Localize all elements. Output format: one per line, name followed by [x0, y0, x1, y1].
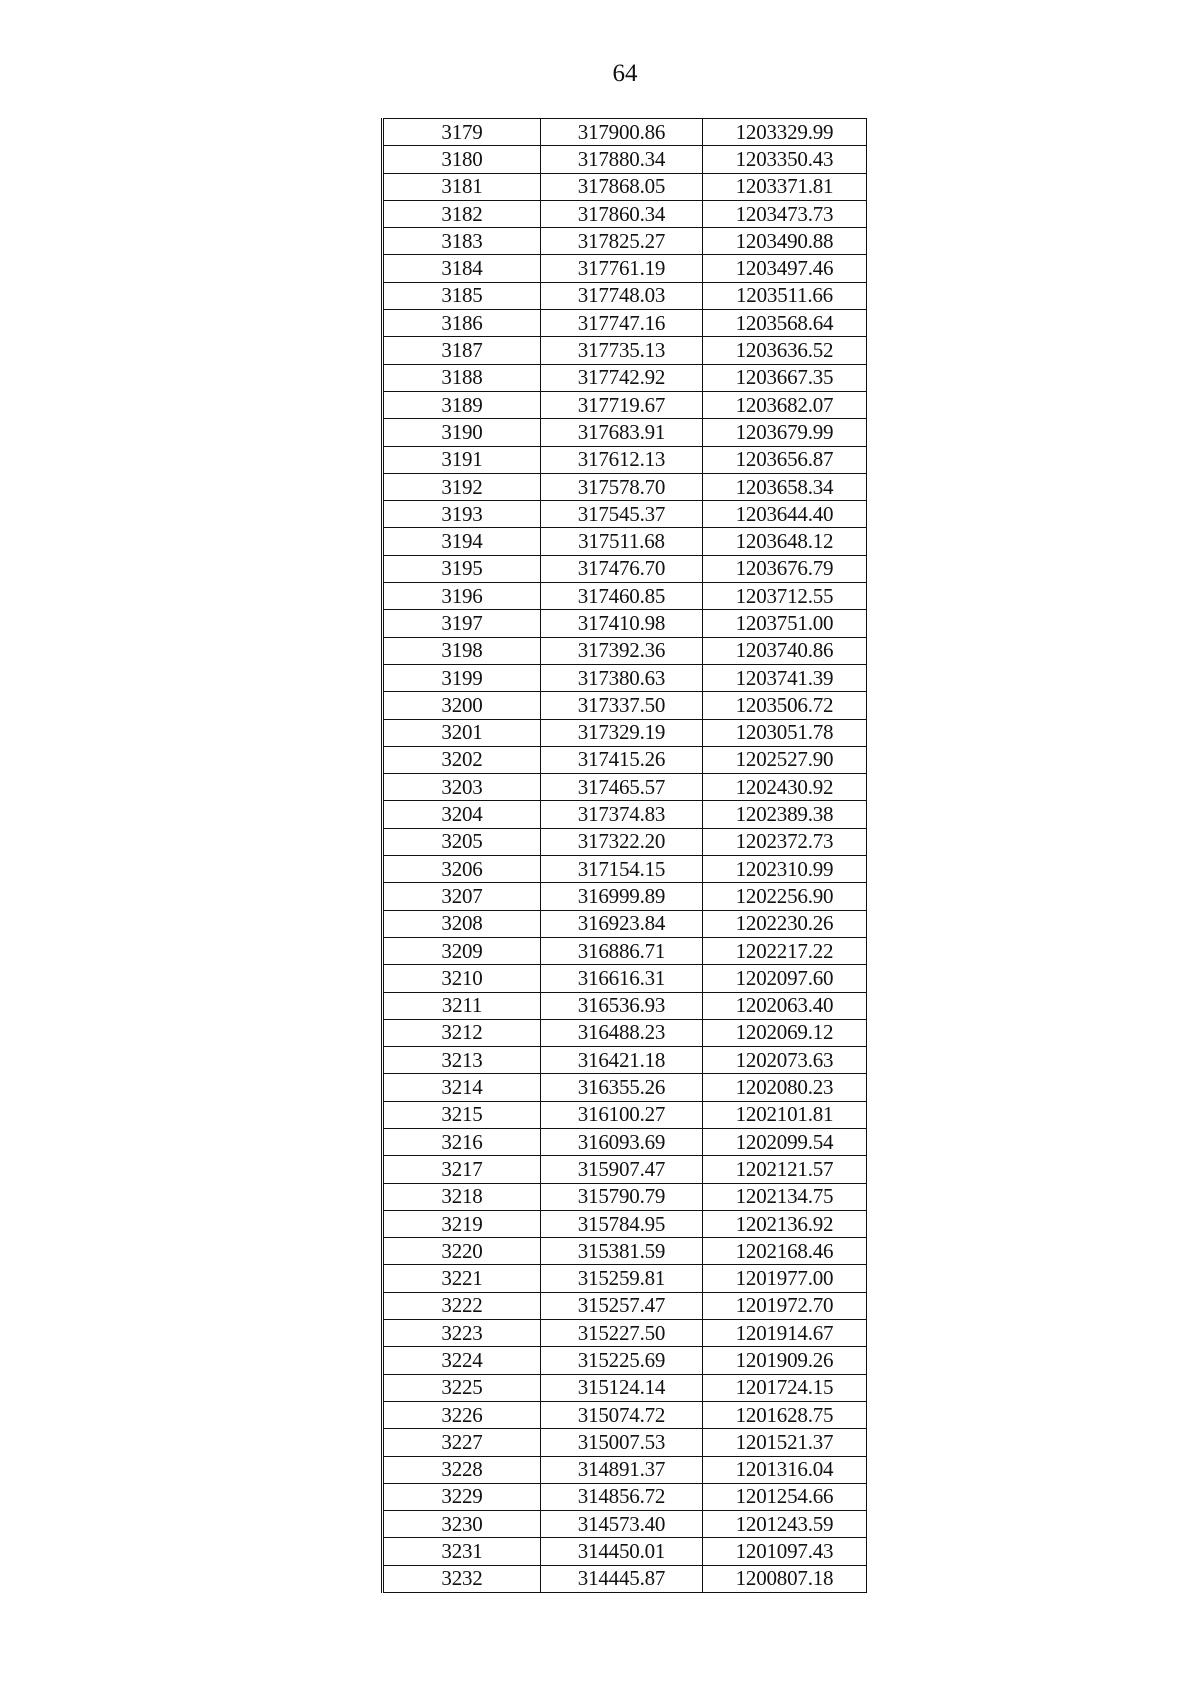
point-number-cell: 3229	[383, 1483, 541, 1510]
point-number-cell: 3217	[383, 1156, 541, 1183]
y-coordinate-cell: 1201977.00	[703, 1265, 867, 1292]
point-number-cell: 3187	[383, 337, 541, 364]
y-coordinate-cell: 1202430.92	[703, 774, 867, 801]
table-row	[383, 992, 867, 1019]
y-coordinate-cell: 1203682.07	[703, 391, 867, 418]
table-row	[383, 1019, 867, 1046]
x-coordinate-cell: 314573.40	[541, 1511, 703, 1538]
x-coordinate-cell: 315124.14	[541, 1374, 703, 1401]
x-coordinate-cell: 315227.50	[541, 1320, 703, 1347]
x-coordinate-cell: 314891.37	[541, 1456, 703, 1483]
x-coordinate-cell: 317154.15	[541, 856, 703, 883]
x-coordinate-cell: 316100.27	[541, 1101, 703, 1128]
x-coordinate-cell: 317742.92	[541, 364, 703, 391]
coordinates-table	[381, 118, 867, 1593]
x-coordinate-cell: 315257.47	[541, 1292, 703, 1319]
point-number-cell: 3201	[383, 719, 541, 746]
point-number-cell: 3226	[383, 1401, 541, 1428]
x-coordinate-cell: 315074.72	[541, 1401, 703, 1428]
x-coordinate-cell: 316616.31	[541, 965, 703, 992]
table-row	[383, 146, 867, 173]
table-row	[383, 1238, 867, 1265]
y-coordinate-cell: 1202080.23	[703, 1074, 867, 1101]
y-coordinate-cell: 1202073.63	[703, 1047, 867, 1074]
x-coordinate-cell: 317683.91	[541, 419, 703, 446]
point-number-cell: 3220	[383, 1238, 541, 1265]
table-row	[383, 1401, 867, 1428]
y-coordinate-cell: 1203371.81	[703, 173, 867, 200]
table-row	[383, 337, 867, 364]
y-coordinate-cell: 1203656.87	[703, 446, 867, 473]
y-coordinate-cell: 1203329.99	[703, 119, 867, 146]
table-row	[383, 1101, 867, 1128]
point-number-cell: 3214	[383, 1074, 541, 1101]
table-row	[383, 173, 867, 200]
x-coordinate-cell: 317392.36	[541, 637, 703, 664]
point-number-cell: 3197	[383, 610, 541, 637]
point-number-cell: 3204	[383, 801, 541, 828]
x-coordinate-cell: 317545.37	[541, 501, 703, 528]
y-coordinate-cell: 1201316.04	[703, 1456, 867, 1483]
x-coordinate-cell: 317380.63	[541, 664, 703, 691]
table-row	[383, 719, 867, 746]
x-coordinate-cell: 317748.03	[541, 282, 703, 309]
y-coordinate-cell: 1203644.40	[703, 501, 867, 528]
x-coordinate-cell: 317410.98	[541, 610, 703, 637]
point-number-cell: 3222	[383, 1292, 541, 1319]
point-number-cell: 3180	[383, 146, 541, 173]
y-coordinate-cell: 1201914.67	[703, 1320, 867, 1347]
x-coordinate-cell: 317719.67	[541, 391, 703, 418]
x-coordinate-cell: 315225.69	[541, 1347, 703, 1374]
x-coordinate-cell: 317761.19	[541, 255, 703, 282]
point-number-cell: 3188	[383, 364, 541, 391]
y-coordinate-cell: 1202097.60	[703, 965, 867, 992]
table-row	[383, 746, 867, 773]
x-coordinate-cell: 317337.50	[541, 692, 703, 719]
y-coordinate-cell: 1202168.46	[703, 1238, 867, 1265]
y-coordinate-cell: 1203667.35	[703, 364, 867, 391]
y-coordinate-cell: 1202101.81	[703, 1101, 867, 1128]
y-coordinate-cell: 1202389.38	[703, 801, 867, 828]
point-number-cell: 3208	[383, 910, 541, 937]
table-row	[383, 1074, 867, 1101]
x-coordinate-cell: 317747.16	[541, 310, 703, 337]
x-coordinate-cell: 317612.13	[541, 446, 703, 473]
table-row	[383, 473, 867, 500]
point-number-cell: 3199	[383, 664, 541, 691]
point-number-cell: 3196	[383, 583, 541, 610]
table-row	[383, 583, 867, 610]
table-row	[383, 774, 867, 801]
y-coordinate-cell: 1201628.75	[703, 1401, 867, 1428]
table-row	[383, 1511, 867, 1538]
x-coordinate-cell: 316421.18	[541, 1047, 703, 1074]
x-coordinate-cell: 315259.81	[541, 1265, 703, 1292]
x-coordinate-cell: 317476.70	[541, 555, 703, 582]
table-row	[383, 1456, 867, 1483]
x-coordinate-cell: 317415.26	[541, 746, 703, 773]
table-row	[383, 119, 867, 146]
x-coordinate-cell: 315907.47	[541, 1156, 703, 1183]
y-coordinate-cell: 1200807.18	[703, 1565, 867, 1592]
table-row	[383, 528, 867, 555]
x-coordinate-cell: 317511.68	[541, 528, 703, 555]
point-number-cell: 3198	[383, 637, 541, 664]
table-row	[383, 856, 867, 883]
x-coordinate-cell: 317880.34	[541, 146, 703, 173]
y-coordinate-cell: 1203051.78	[703, 719, 867, 746]
y-coordinate-cell: 1203473.73	[703, 200, 867, 227]
point-number-cell: 3192	[383, 473, 541, 500]
point-number-cell: 3179	[383, 119, 541, 146]
table-row	[383, 883, 867, 910]
x-coordinate-cell: 314856.72	[541, 1483, 703, 1510]
y-coordinate-cell: 1201909.26	[703, 1347, 867, 1374]
table-row	[383, 1429, 867, 1456]
point-number-cell: 3181	[383, 173, 541, 200]
y-coordinate-cell: 1202069.12	[703, 1019, 867, 1046]
x-coordinate-cell: 317868.05	[541, 173, 703, 200]
y-coordinate-cell: 1203568.64	[703, 310, 867, 337]
point-number-cell: 3231	[383, 1538, 541, 1565]
y-coordinate-cell: 1202527.90	[703, 746, 867, 773]
table-row	[383, 1320, 867, 1347]
table-row	[383, 228, 867, 255]
y-coordinate-cell: 1203658.34	[703, 473, 867, 500]
point-number-cell: 3209	[383, 937, 541, 964]
table-row	[383, 310, 867, 337]
point-number-cell: 3202	[383, 746, 541, 773]
x-coordinate-cell: 317900.86	[541, 119, 703, 146]
y-coordinate-cell: 1203648.12	[703, 528, 867, 555]
table-row	[383, 391, 867, 418]
table-row	[383, 1292, 867, 1319]
x-coordinate-cell: 317322.20	[541, 828, 703, 855]
y-coordinate-cell: 1203490.88	[703, 228, 867, 255]
table-row	[383, 664, 867, 691]
point-number-cell: 3216	[383, 1128, 541, 1155]
point-number-cell: 3190	[383, 419, 541, 446]
point-number-cell: 3211	[383, 992, 541, 1019]
y-coordinate-cell: 1203751.00	[703, 610, 867, 637]
y-coordinate-cell: 1202217.22	[703, 937, 867, 964]
y-coordinate-cell: 1201521.37	[703, 1429, 867, 1456]
y-coordinate-cell: 1201724.15	[703, 1374, 867, 1401]
table-row	[383, 200, 867, 227]
table-row	[383, 637, 867, 664]
y-coordinate-cell: 1203511.66	[703, 282, 867, 309]
y-coordinate-cell: 1203497.46	[703, 255, 867, 282]
table-row	[383, 610, 867, 637]
point-number-cell: 3215	[383, 1101, 541, 1128]
point-number-cell: 3230	[383, 1511, 541, 1538]
x-coordinate-cell: 315381.59	[541, 1238, 703, 1265]
table-row	[383, 364, 867, 391]
x-coordinate-cell: 316923.84	[541, 910, 703, 937]
table-row	[383, 937, 867, 964]
y-coordinate-cell: 1202256.90	[703, 883, 867, 910]
point-number-cell: 3228	[383, 1456, 541, 1483]
point-number-cell: 3212	[383, 1019, 541, 1046]
point-number-cell: 3223	[383, 1320, 541, 1347]
y-coordinate-cell: 1201243.59	[703, 1511, 867, 1538]
point-number-cell: 3189	[383, 391, 541, 418]
table-row	[383, 1565, 867, 1592]
table-row	[383, 1483, 867, 1510]
table-row	[383, 282, 867, 309]
table-row	[383, 1374, 867, 1401]
y-coordinate-cell: 1203712.55	[703, 583, 867, 610]
x-coordinate-cell: 317578.70	[541, 473, 703, 500]
point-number-cell: 3225	[383, 1374, 541, 1401]
point-number-cell: 3207	[383, 883, 541, 910]
table-row	[383, 1156, 867, 1183]
point-number-cell: 3206	[383, 856, 541, 883]
y-coordinate-cell: 1202310.99	[703, 856, 867, 883]
table-row	[383, 501, 867, 528]
point-number-cell: 3184	[383, 255, 541, 282]
x-coordinate-cell: 317460.85	[541, 583, 703, 610]
point-number-cell: 3183	[383, 228, 541, 255]
x-coordinate-cell: 317825.27	[541, 228, 703, 255]
point-number-cell: 3191	[383, 446, 541, 473]
table-row	[383, 1128, 867, 1155]
y-coordinate-cell: 1203740.86	[703, 637, 867, 664]
y-coordinate-cell: 1202134.75	[703, 1183, 867, 1210]
point-number-cell: 3224	[383, 1347, 541, 1374]
table-row	[383, 1538, 867, 1565]
x-coordinate-cell: 315790.79	[541, 1183, 703, 1210]
table-row	[383, 910, 867, 937]
table-row	[383, 692, 867, 719]
y-coordinate-cell: 1201972.70	[703, 1292, 867, 1319]
x-coordinate-cell: 316093.69	[541, 1128, 703, 1155]
x-coordinate-cell: 315007.53	[541, 1429, 703, 1456]
point-number-cell: 3232	[383, 1565, 541, 1592]
y-coordinate-cell: 1203741.39	[703, 664, 867, 691]
point-number-cell: 3227	[383, 1429, 541, 1456]
y-coordinate-cell: 1203350.43	[703, 146, 867, 173]
table-row	[383, 828, 867, 855]
x-coordinate-cell: 316999.89	[541, 883, 703, 910]
table-row	[383, 255, 867, 282]
y-coordinate-cell: 1202121.57	[703, 1156, 867, 1183]
table-row	[383, 555, 867, 582]
table-row	[383, 446, 867, 473]
x-coordinate-cell: 317329.19	[541, 719, 703, 746]
point-number-cell: 3219	[383, 1210, 541, 1237]
x-coordinate-cell: 316886.71	[541, 937, 703, 964]
point-number-cell: 3205	[383, 828, 541, 855]
point-number-cell: 3195	[383, 555, 541, 582]
page-number: 64	[612, 60, 638, 87]
table-row	[383, 419, 867, 446]
coordinates-table-body	[383, 119, 867, 1593]
point-number-cell: 3193	[383, 501, 541, 528]
point-number-cell: 3186	[383, 310, 541, 337]
table-row	[383, 1183, 867, 1210]
x-coordinate-cell: 317735.13	[541, 337, 703, 364]
point-number-cell: 3194	[383, 528, 541, 555]
table-row	[383, 965, 867, 992]
x-coordinate-cell: 315784.95	[541, 1210, 703, 1237]
y-coordinate-cell: 1202230.26	[703, 910, 867, 937]
point-number-cell: 3221	[383, 1265, 541, 1292]
y-coordinate-cell: 1202063.40	[703, 992, 867, 1019]
y-coordinate-cell: 1203636.52	[703, 337, 867, 364]
point-number-cell: 3218	[383, 1183, 541, 1210]
x-coordinate-cell: 314445.87	[541, 1565, 703, 1592]
x-coordinate-cell: 316536.93	[541, 992, 703, 1019]
x-coordinate-cell: 316488.23	[541, 1019, 703, 1046]
point-number-cell: 3203	[383, 774, 541, 801]
point-number-cell: 3200	[383, 692, 541, 719]
x-coordinate-cell: 317860.34	[541, 200, 703, 227]
y-coordinate-cell: 1203506.72	[703, 692, 867, 719]
table-row	[383, 801, 867, 828]
point-number-cell: 3210	[383, 965, 541, 992]
x-coordinate-cell: 317465.57	[541, 774, 703, 801]
x-coordinate-cell: 314450.01	[541, 1538, 703, 1565]
table-row	[383, 1347, 867, 1374]
y-coordinate-cell: 1202136.92	[703, 1210, 867, 1237]
table-row	[383, 1265, 867, 1292]
point-number-cell: 3182	[383, 200, 541, 227]
x-coordinate-cell: 317374.83	[541, 801, 703, 828]
y-coordinate-cell: 1201097.43	[703, 1538, 867, 1565]
y-coordinate-cell: 1202099.54	[703, 1128, 867, 1155]
y-coordinate-cell: 1201254.66	[703, 1483, 867, 1510]
table-row	[383, 1210, 867, 1237]
point-number-cell: 3213	[383, 1047, 541, 1074]
table-row	[383, 1047, 867, 1074]
y-coordinate-cell: 1203679.99	[703, 419, 867, 446]
point-number-cell: 3185	[383, 282, 541, 309]
y-coordinate-cell: 1202372.73	[703, 828, 867, 855]
y-coordinate-cell: 1203676.79	[703, 555, 867, 582]
x-coordinate-cell: 316355.26	[541, 1074, 703, 1101]
